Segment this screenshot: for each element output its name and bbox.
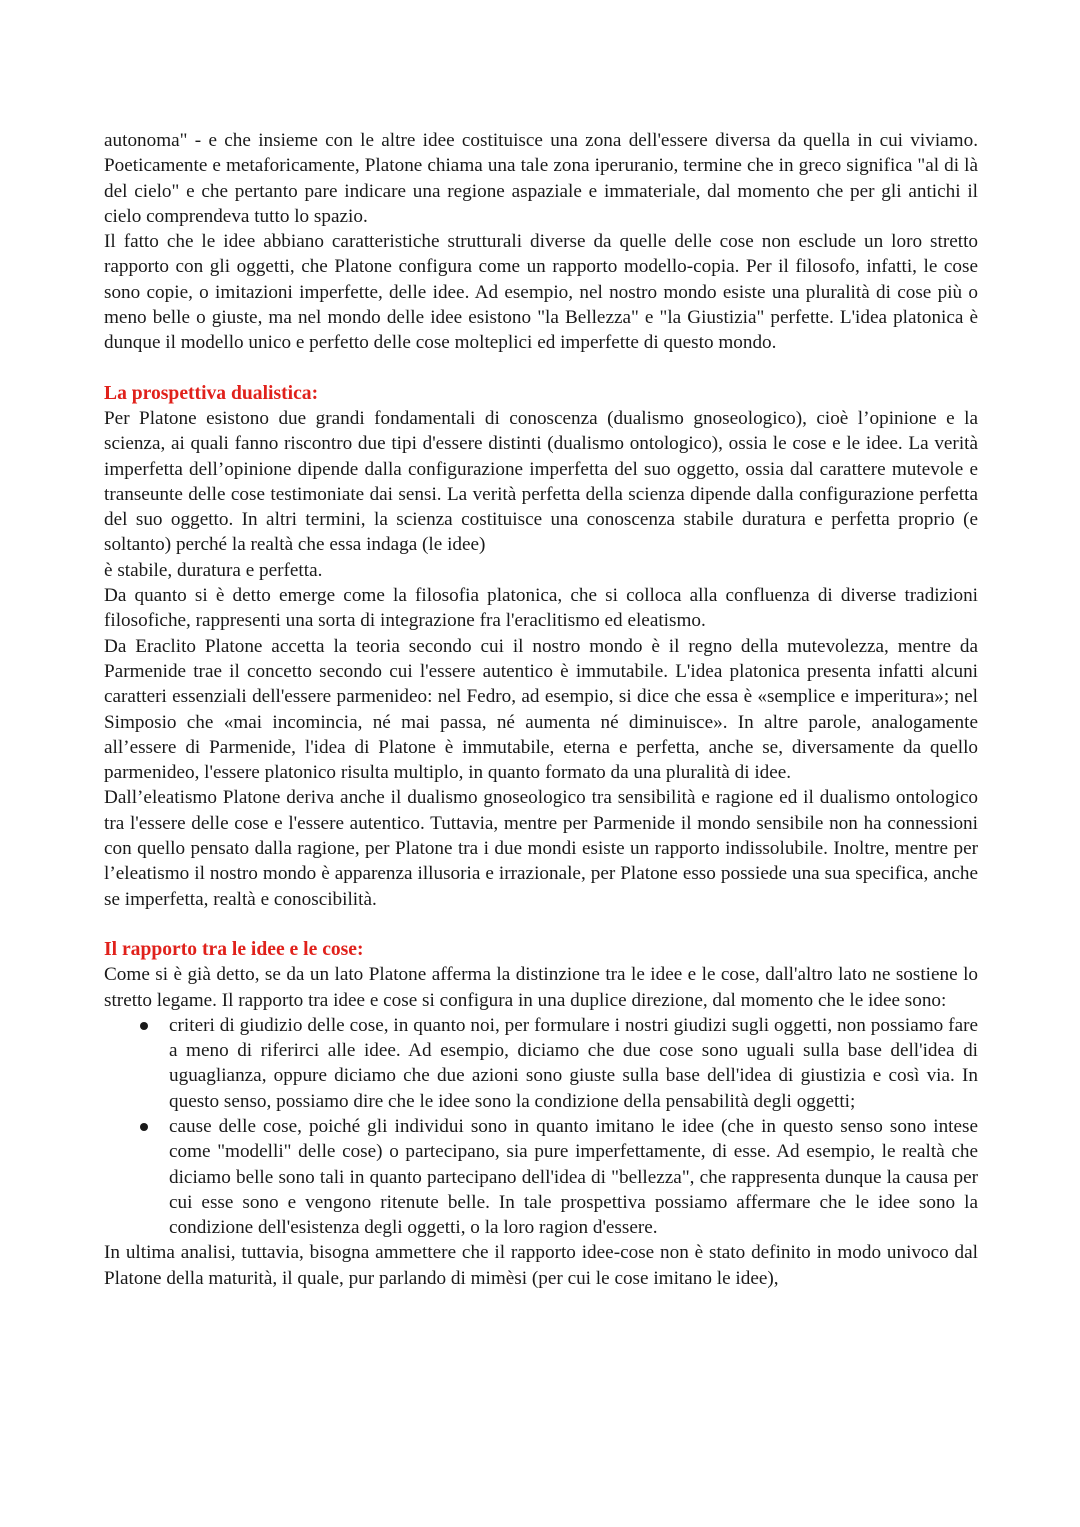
rapporto-paragraph-1: Come si è già detto, se da un lato Platone afferma la distinzione tra le idee e le cose, dall'altro lato ne sostiene lo stretto legame. Il rapporto tra idee e cose si configura in una duplice direzione, dal momento che le idee sono: [104,964,978,1011]
section-spacer [104,356,978,381]
document-page [104,128,978,1291]
list-item-text: cause delle cose, poiché gli individui sono in quanto imitano le idee (che in questo senso sono intese come "modelli" delle cose) o partecipano, sia pure imperfettamente, di esse. Ad esempio, le realtà che diciamo belle sono tali in quanto partecipano dell'idea di "bellezza", che rappresenta dunque la causa per cui esse sono e vengono ritenute belle. In tale prospettiva possiamo affermare che le idee sono la condizione dell'esistenza degli oggetti, o la loro ragion d'essere. [169,1115,978,1239]
list-item [104,1013,978,1114]
dualistica-paragraph-4: Dall’eleatismo Platone deriva anche il dualismo gnoseologico tra sensibilità e ragione ed il dualismo ontologico tra l'essere delle cose e l'essere autentico. Tuttavia, mentre per Parmenide il mondo sensibile non ha connessioni con quello pensato dalla ragione, per Platone tra i due mondi esiste un rapporto indissolubile. Inoltre, mentre per l’eleatismo il nostro mondo è apparenza illusoria e irrazionale, per Platone esso possiede una sua specifica, anche se imperfetta, realtà e conoscibilità. [104,787,978,910]
list-item-text: criteri di giudizio delle cose, in quanto noi, per formulare i nostri giudizi sugli oggetti, non possiamo fare a meno di riferirci alle idee. Ad esempio, diciamo che due cose sono uguali sulla base dell'idea di uguaglianza, oppure diciamo che due azioni sono giuste sulla base dell'idea di giustizia e così via. In questo senso, possiamo dire che le idee sono la condizione della pensabilità degli oggetti; [169,1014,978,1112]
intro-paragraph-2: Il fatto che le idee abbiano caratteristiche strutturali diverse da quelle delle cose non esclude un loro stretto rapporto con gli oggetti, che Platone configura come un rapporto modello-copia. Per il filosofo, infatti, le cose sono copie, o imitazioni imperfette, delle idee. Ad esempio, nel nostro mondo esiste una pluralità di cose più o meno belle o giuste, ma nel mondo delle idee esistono "la Bellezza" e "la Giustizia" perfette. L'idea platonica è dunque il modello unico e perfetto delle cose molteplici ed imperfette di questo mondo. [104,231,978,354]
bullet-icon [140,1123,148,1131]
section-heading-rapporto: Il rapporto tra le idee e le cose: [104,938,364,960]
intro-paragraph-1: autonoma" - e che insieme con le altre idee costituisce una zona dell'essere diversa da quella in cui viviamo. Poeticamente e metaforicamente, Platone chiama una tale zona iperuranio, termine che in greco significa "al di là del cielo" e che pertanto pare indicare una regione aspaziale e immateriale, dal momento che per gli antichi il cielo comprendeva tutto lo spazio. [104,130,978,227]
bullet-icon [140,1022,148,1030]
bullet-list [104,1013,978,1241]
section-heading-dualistica: La prospettiva dualistica: [104,382,319,404]
dualistica-paragraph-2: Da quanto si è detto emerge come la filosofia platonica, che si colloca alla confluenza di diverse tradizioni filosofiche, rappresenti una sorta di integrazione fra l'eraclitismo ed eleatismo. [104,585,978,632]
dualistica-paragraph-1b: è stabile, duratura e perfetta. [104,559,323,581]
dualistica-paragraph-1: Per Platone esistono due grandi fondamentali di conoscenza (dualismo gnoseologico), cioè l’opinione e la scienza, ai quali fanno riscontro due tipi d'essere distinti (dualismo ontologico), ossia le cose e le idee. La verità imperfetta dell’opinione dipende dalla configurazione imperfetta del suo oggetto, ossia dal carattere mutevole e transeunte delle cose testimoniate dai sensi. La verità perfetta della scienza dipende dalla configurazione perfetta del suo oggetto. In altri termini, la scienza costituisce una conoscenza stabile duratura e perfetta proprio (e soltanto) perché la realtà che essa indaga (le idee) [104,407,978,556]
dualistica-paragraph-3: Da Eraclito Platone accetta la teoria secondo cui il nostro mondo è il regno della mutevolezza, mentre da Parmenide trae il concetto secondo cui l'essere autentico è immutabile. L'idea platonica presenta infatti alcuni caratteri essenziali dell'essere parmenideo: nel Fedro, ad esempio, si dice che essa è «semplice e imperitura»; nel Simposio che «mai incomincia, né mai passa, né aumenta né diminuisce». In altre parole, analogamente all’essere di Parmenide, l'idea di Platone è immutabile, eterna e perfetta, anche se, diversamente da quello parmenideo, l'essere platonico risulta multiplo, in quanto formato da una pluralità di idee. [104,635,978,784]
list-item [104,1114,978,1240]
section-spacer [104,912,978,937]
rapporto-paragraph-2: In ultima analisi, tuttavia, bisogna ammettere che il rapporto idee-cose non è stato definito in modo univoco dal Platone della maturità, il quale, pur parlando di mimèsi (per cui le cose imitano le idee), [104,1242,978,1289]
